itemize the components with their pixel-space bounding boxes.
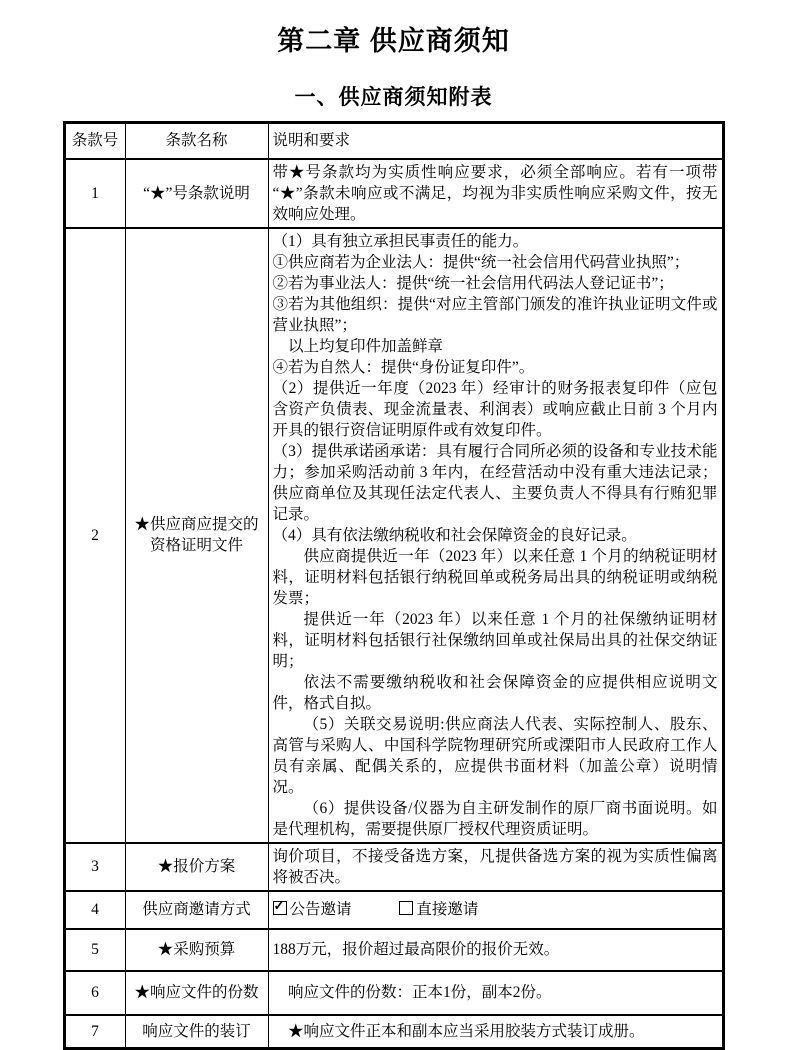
col-header-clause-name: 条款名称 — [125, 123, 268, 159]
clause-no: 7 — [64, 1015, 125, 1049]
clause-description — [268, 891, 723, 929]
unchecked-checkbox-icon[interactable] — [399, 901, 413, 915]
description-paragraph: 188万元，报价超过最高限价的报价无效。 — [272, 941, 560, 958]
clause-name: “★”号条款说明 — [125, 159, 268, 228]
clause-description — [268, 159, 723, 228]
clause-description — [268, 929, 723, 971]
clause-no: 4 — [64, 891, 125, 929]
table-row — [64, 843, 723, 891]
checked-checkbox-icon[interactable] — [273, 901, 287, 915]
description-paragraph: 响应文件的份数：正本1份，副本2份。 — [288, 984, 552, 1001]
invitation-option-direct[interactable] — [399, 899, 478, 920]
clause-description — [268, 843, 723, 891]
description-paragraph: ③若为其他组织：提供“对应主管部门颁发的准许执业证明文件或营业执照”； — [272, 295, 718, 334]
clause-name: ★采购预算 — [125, 929, 268, 971]
description-paragraphs — [273, 846, 718, 888]
clause-no: 6 — [64, 971, 125, 1015]
col-header-clause-no: 条款号 — [64, 123, 125, 159]
table-row — [64, 891, 723, 929]
clause-name: ★报价方案 — [125, 843, 268, 891]
table-header-row — [64, 123, 723, 159]
section-title: 一、供应商须知附表 — [294, 86, 493, 109]
description-paragraph: 提供近一年（2023 年）以来任意 1 个月的社保缴纳证明材料，证明材料包括银行社保缴纳回单或社保局出具的社保交纳证明； — [272, 610, 718, 670]
description-paragraph: 依法不需要缴纳税收和社会保障资金的应提供相应说明文件，格式自拟。 — [272, 673, 718, 712]
description-paragraph: ①供应商若为企业法人：提供“统一社会信用代码营业执照”； — [272, 253, 690, 271]
description-paragraph: 带★号条款均为实质性响应要求，必须全部响应。若有一项带“★”条款未响应或不满足，均视为非实质性响应采购文件，按无效响应处理。 — [272, 163, 718, 223]
description-paragraphs — [273, 982, 718, 1003]
table-row — [64, 971, 723, 1015]
table-row — [64, 929, 723, 971]
description-paragraph: 以上均复印件加盖鲜章 — [288, 337, 444, 355]
description-paragraph: （1）具有独立承担民事责任的能力。 — [272, 232, 529, 250]
description-paragraphs — [273, 939, 718, 960]
col-header-description: 说明和要求 — [268, 123, 723, 159]
description-paragraph: ④若为自然人：提供“身份证复印件”。 — [272, 358, 535, 376]
invitation-option-label: 公告邀请 — [289, 901, 352, 918]
clause-description — [268, 228, 723, 843]
description-paragraph: ★响应文件正本和副本应当采用胶装方式装订成册。 — [288, 1022, 645, 1040]
clause-no: 2 — [64, 228, 125, 843]
description-paragraph: 供应商提供近一年（2023 年）以来任意 1 个月的纳税证明材料，证明材料包括银行纳税回单或税务局出具的纳税证明或纳税发票； — [272, 547, 718, 607]
description-paragraph: （4）具有依法缴纳税收和社会保障资金的良好记录。 — [272, 526, 637, 544]
clause-name: 供应商邀请方式 — [125, 891, 268, 929]
clause-description — [268, 971, 723, 1015]
table-row — [64, 228, 723, 843]
description-paragraphs — [273, 162, 718, 225]
description-paragraphs — [273, 1021, 718, 1042]
supplier-notice-table — [63, 121, 725, 1050]
table-row — [64, 1015, 723, 1049]
chapter-title: 第二章 供应商须知 — [277, 26, 510, 56]
clause-no: 1 — [64, 159, 125, 228]
description-paragraph: （6）提供设备/仪器为自主研发制作的原厂商书面说明。如是代理机构，需要提供原厂授权代理资质证明。 — [272, 799, 718, 838]
invitation-option-announcement[interactable] — [273, 899, 352, 920]
clause-no: 3 — [64, 843, 125, 891]
description-paragraph: ②若为事业法人：提供“统一社会信用代码法人登记证书”； — [272, 274, 674, 292]
description-paragraph: （2）提供近一年度（2023 年）经审计的财务报表复印件（应包含资产负债表、现金流量表、利润表）或响应截止日前 3 个月内开具的银行资信证明原件或有效复印件。 — [272, 379, 718, 439]
invitation-option-label: 直接邀请 — [416, 901, 479, 918]
clause-name: 响应文件的装订 — [125, 1015, 268, 1049]
clause-description — [268, 1015, 723, 1049]
description-paragraphs — [273, 231, 718, 840]
table-row — [64, 159, 723, 228]
description-paragraph: （5）关联交易说明:供应商法人代表、实际控制人、股东、高管与采购人、中国科学院物理研究所或溧阳市人民政府工作人员有亲属、配偶关系的，应提供书面材料（加盖公章）说明情况。 — [272, 715, 718, 796]
description-paragraph: 询价项目，不接受备选方案，凡提供备选方案的视为实质性偏离将被否决。 — [272, 847, 718, 886]
clause-name: ★供应商应提交的资格证明文件 — [125, 228, 268, 843]
clause-name: ★响应文件的份数 — [125, 971, 268, 1015]
description-paragraph: （3）提供承诺函承诺：具有履行合同所必须的设备和专业技术能力；参加采购活动前 3 年内，在经营活动中没有重大违法记录；供应商单位及其现任法定代表人、主要负责人不得具有行贿犯罪记录。 — [272, 442, 718, 523]
clause-no: 5 — [64, 929, 125, 971]
